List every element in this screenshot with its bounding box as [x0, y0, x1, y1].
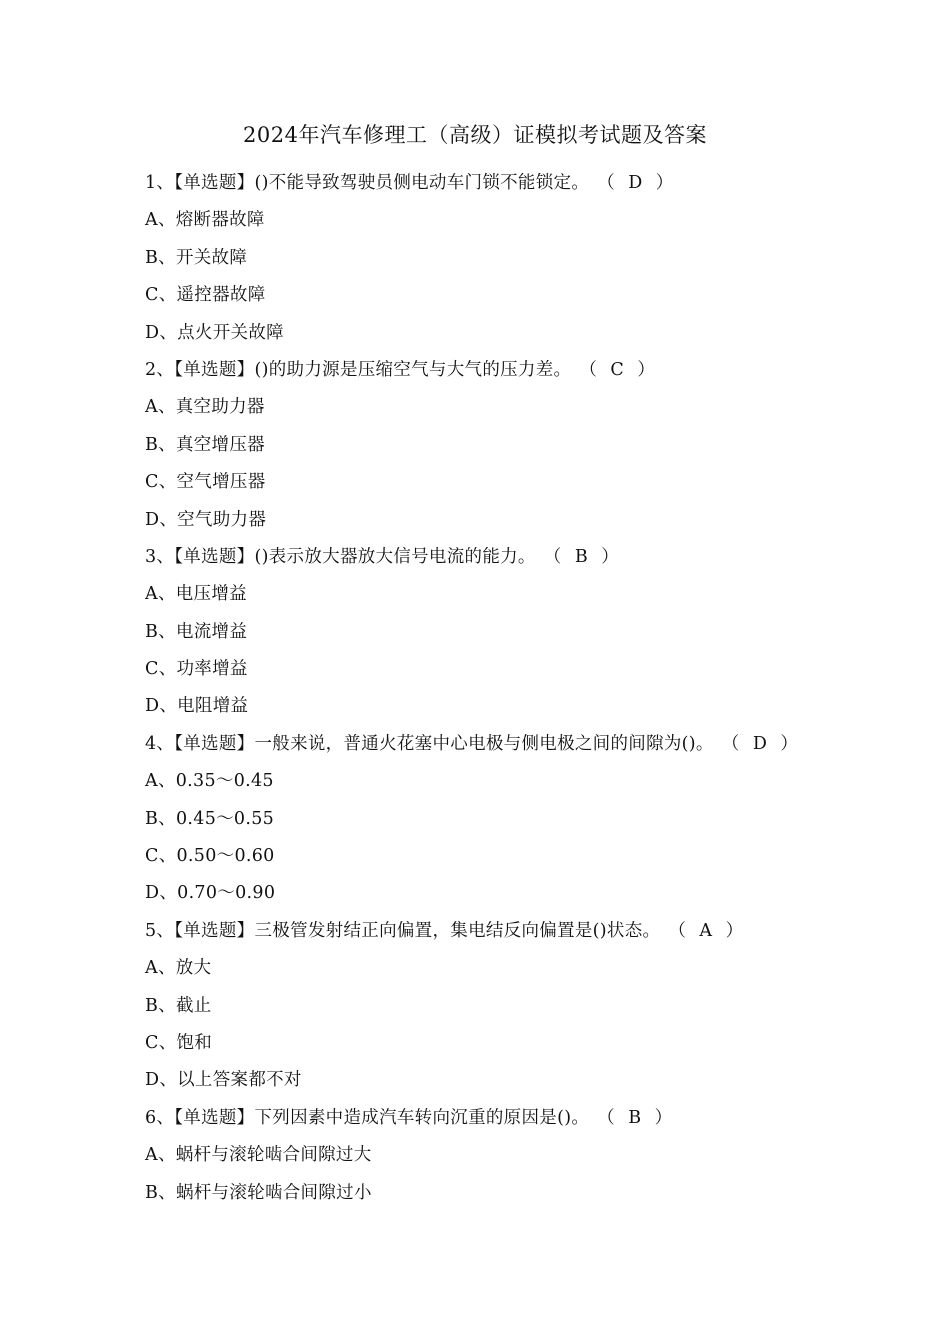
- option-c: C、功率增益: [145, 659, 248, 680]
- question-answer: （ D ）: [597, 173, 678, 193]
- option-b: B、蜗杆与滚轮啮合间隙过小: [145, 1182, 372, 1203]
- question-answer: （ B ）: [597, 1107, 677, 1128]
- option-a: A、熔断器故障: [145, 210, 265, 231]
- question-stem: [145, 729, 845, 766]
- question-1: [145, 168, 845, 355]
- question-stem: [145, 355, 845, 392]
- question-answer: （ A ）: [668, 920, 748, 941]
- question-stem: [145, 916, 845, 953]
- question-text: 3、【单选题】()表示放大器放大信号电流的能力。: [145, 546, 536, 567]
- question-text: 1、【单选题】()不能导致驾驶员侧电动车门锁不能锁定。: [145, 173, 590, 193]
- question-text: 2、【单选题】()的助力源是压缩空气与大气的压力差。: [145, 359, 572, 380]
- question-3: [145, 542, 845, 729]
- question-answer: （ B ）: [543, 546, 623, 567]
- document-title: 2024年汽车修理工（高级）证模拟考试题及答案: [243, 123, 707, 147]
- question-stem: [145, 1103, 845, 1140]
- option-b: B、截止: [145, 995, 212, 1016]
- question-text: 4、【单选题】一般来说，普通火花塞中心电极与侧电极之间的间隙为()。: [145, 733, 714, 754]
- option-b: B、电流增益: [145, 621, 248, 642]
- question-6: [145, 1103, 845, 1215]
- option-d: D、空气助力器: [145, 509, 267, 530]
- question-stem: [145, 168, 845, 205]
- option-a: A、真空助力器: [145, 397, 265, 418]
- option-b: B、开关故障: [145, 247, 248, 268]
- option-d: D、点火开关故障: [145, 322, 284, 343]
- option-d: D、0.70～0.90: [145, 883, 276, 904]
- option-c: C、遥控器故障: [145, 285, 266, 306]
- option-c: C、饱和: [145, 1032, 213, 1053]
- question-answer: （ C ）: [579, 359, 659, 380]
- option-c: C、空气增压器: [145, 472, 266, 493]
- question-text: 6、【单选题】下列因素中造成汽车转向沉重的原因是()。: [145, 1107, 590, 1128]
- question-2: [145, 355, 845, 542]
- option-b: B、真空增压器: [145, 434, 265, 455]
- question-4: [145, 729, 845, 916]
- option-b: B、0.45～0.55: [145, 808, 275, 829]
- question-answer: （ D ）: [721, 733, 802, 754]
- question-text: 5、【单选题】三极管发射结正向偏置，集电结反向偏置是()状态。: [145, 920, 661, 941]
- option-d: D、电阻增益: [145, 696, 249, 717]
- option-a: A、放大: [145, 958, 212, 979]
- question-5: [145, 916, 845, 1103]
- option-a: A、0.35～0.45: [145, 771, 274, 792]
- option-a: A、蜗杆与滚轮啮合间隙过大: [145, 1145, 372, 1166]
- option-a: A、电压增益: [145, 584, 247, 605]
- question-stem: [145, 542, 845, 579]
- option-d: D、以上答案都不对: [145, 1070, 302, 1091]
- option-c: C、0.50～0.60: [145, 846, 275, 867]
- question-list: [145, 168, 845, 1215]
